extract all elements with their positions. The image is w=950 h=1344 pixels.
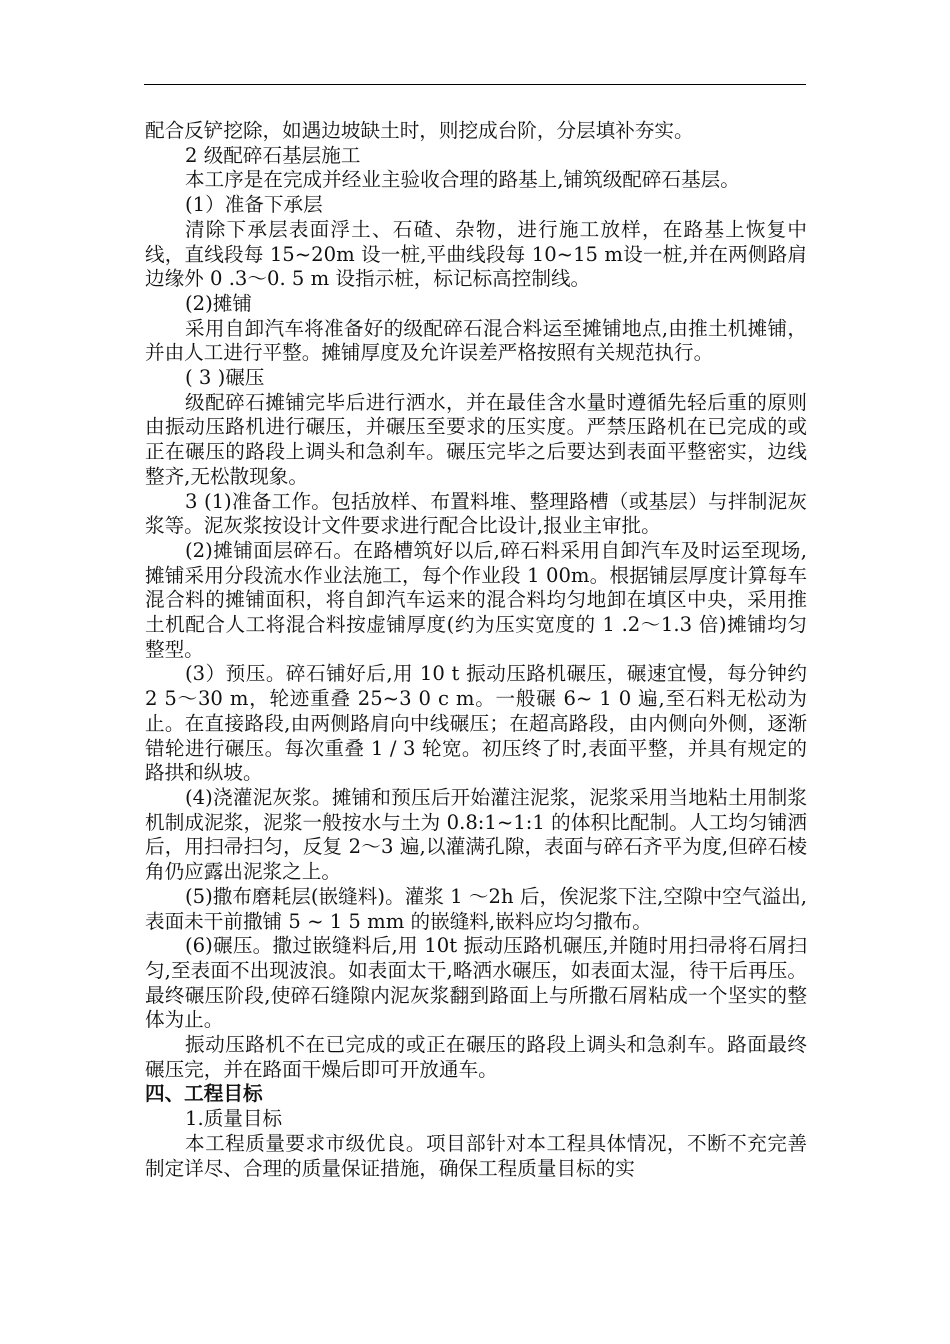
- step-title-prepare: (1）准备下承层: [185, 193, 323, 217]
- header-rule: [144, 84, 806, 85]
- paragraph: 采用自卸汽车将准备好的级配碎石混合料运至摊铺地点,由推土机摊铺，并由人工进行平整。摊铺厚度及允许误差严格按照有关规范执行。: [145, 316, 807, 365]
- paragraph: (3）预压。碎石铺好后,用 10 t 振动压路机碾压，碾速宜慢，每分钟约 2 5～30 m，轮迹重叠 25~3 0 c m。一般碾 6~ 1 0 遍,至石料无松动为止。在直接路段,由两侧路肩向中线碾压；在超高路段，由内侧向外侧，逐渐错轮进行碾压。每次重叠 1 / 3 轮宽。初压终了时,表面平整，并具有规定的路拱和纵坡。: [145, 662, 807, 785]
- paragraph: 清除下承层表面浮土、石碴、杂物，进行施工放样，在路基上恢复中线，直线段每 15~20m 设一桩,平曲线段每 10~15 m设一桩,并在两侧路肩边缘外 0 .3～0. 5 m 设指示桩，标记标高控制线。: [145, 217, 807, 291]
- paragraph-final: 本工程质量要求市级优良。项目部针对本工程具体情况，不断不充完善制定详尽、合理的质量保证措施，确保工程质量目标的实: [145, 1131, 807, 1180]
- step-title-rolling: ( 3 )碾压: [185, 366, 265, 390]
- paragraph: 本工序是在完成并经业主验收合理的路基上,铺筑级配碎石基层。: [185, 168, 740, 192]
- subsection-title-gravel-base: 2 级配碎石基层施工: [185, 143, 361, 167]
- paragraph: (4)浇灌泥灰浆。摊铺和预压后开始灌注泥浆，泥浆采用当地粘土用制浆机制成泥浆，泥浆一般按水与土为 0.8:1~1:1 的体积比配制。人工均匀铺洒后，用扫帚扫匀，反复 2～3 遍,以灌满孔隙，表面与碎石齐平为度,但碎石棱角仍应露出泥浆之上。: [145, 785, 807, 884]
- paragraph: (5)撒布磨耗层(嵌缝料)。灌浆 1 ～2h 后，俟泥浆下注,空隙中空气溢出,表面未干前撒铺 5 ~ 1 5 mm 的嵌缝料,嵌料应均匀撒布。: [145, 884, 807, 933]
- paragraph: 3 (1)准备工作。包括放样、布置料堆、整理路槽（或基层）与拌制泥灰浆等。泥灰浆按设计文件要求进行配合比设计,报业主审批。: [145, 489, 807, 538]
- subheading: 1.质量目标: [185, 1107, 283, 1131]
- paragraph: (2)摊铺面层碎石。在路槽筑好以后,碎石料采用自卸汽车及时运至现场,摊铺采用分段流水作业法施工，每个作业段 1 00m。根据铺层厚度计算每车混合料的摊铺面积，将自卸汽车运来的混合料均匀地卸在填区中央，采用推土机配合人工将混合料按虚铺厚度(约为压实宽度的 1 .2～1.3 倍)摊铺均匀整型。: [145, 538, 807, 661]
- section-heading: 四、工程目标: [145, 1082, 263, 1106]
- paragraph: 振动压路机不在已完成的或正在碾压的路段上调头和急刹车。路面最终碾压完，并在路面干燥后即可开放通车。: [145, 1033, 807, 1081]
- body-text: [145, 119, 807, 1181]
- paragraph: 级配碎石摊铺完毕后进行洒水，并在最佳含水量时遵循先轻后重的原则由振动压路机进行碾压，并碾压至要求的压实度。严禁压路机在已完成的或正在碾压的路段上调头和急刹车。碾压完毕之后要达到表面平整密实，边线整齐,无松散现象。: [145, 390, 807, 488]
- step-title-spreading: (2)摊铺: [185, 291, 252, 315]
- paragraph-continuation: 配合反铲挖除，如遇边坡缺土时，则挖成台阶，分层填补夯实。: [145, 119, 694, 142]
- paragraph: (6)碾压。撒过嵌缝料后,用 10t 振动压路机碾压,并随时用扫帚将石屑扫匀,至表面不出现波浪。如表面太干,略洒水碾压，如表面太湿，待干后再压。最终碾压阶段,使碎石缝隙内泥灰浆翻到路面上与所撒石屑粘成一个坚实的整体为止。: [145, 934, 807, 1032]
